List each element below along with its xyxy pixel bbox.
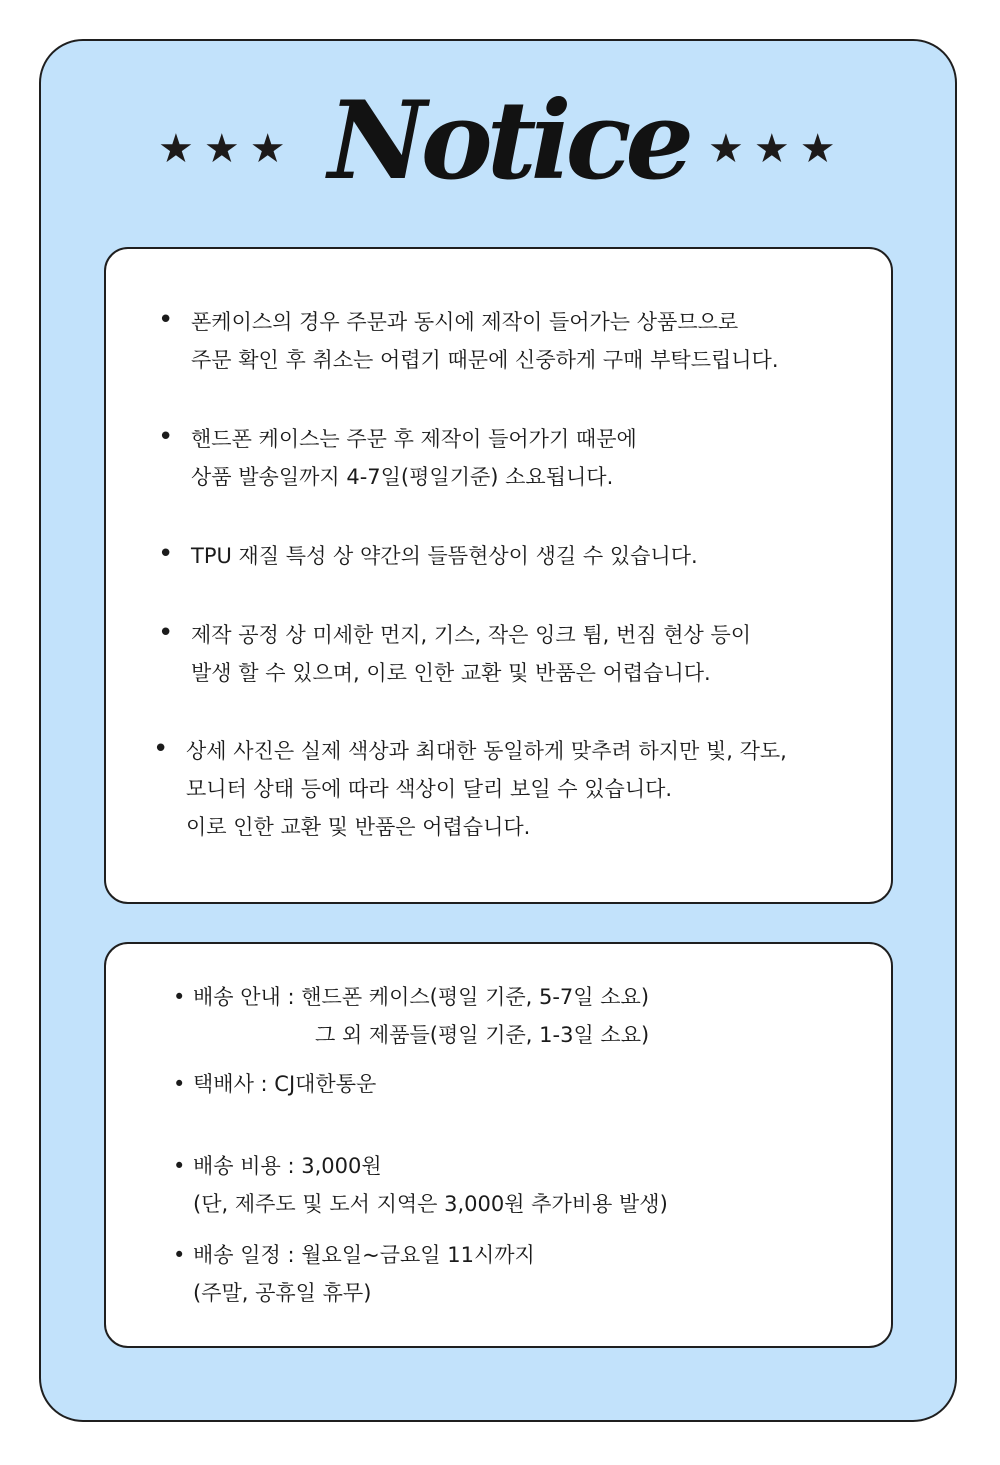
notice-item-color-difference — [153, 732, 787, 846]
shipping-text: (단, 제주도 및 도서 지역은 3,000원 추가비용 발생) — [193, 1192, 668, 1216]
notice-text: 모니터 상태 등에 따라 색상이 달리 보일 수 있습니다. — [186, 777, 673, 801]
notice-item-cancellation — [158, 303, 779, 379]
notice-text: 발생 할 수 있으며, 이로 인한 교환 및 반품은 어렵습니다. — [191, 661, 711, 685]
notice-text: 제작 공정 상 미세한 먼지, 기스, 작은 잉크 튐, 번짐 현상 등이 — [191, 623, 752, 647]
notice-text: 주문 확인 후 취소는 어렵기 때문에 신중하게 구매 부탁드립니다. — [191, 348, 779, 372]
bullet-icon: • — [173, 1072, 186, 1096]
bullet-icon: • — [158, 422, 174, 452]
bullet-icon: • — [158, 618, 174, 648]
notice-text: TPU 재질 특성 상 약간의 들뜸현상이 생길 수 있습니다. — [191, 544, 698, 568]
shipping-text: 배송 안내 : 핸드폰 케이스(평일 기준, 5-7일 소요) — [193, 985, 650, 1009]
shipping-text: 배송 비용 : 3,000원 — [193, 1154, 382, 1178]
shipping-text: 그 외 제품들(평일 기준, 1-3일 소요) — [315, 1023, 650, 1047]
notice-item-production-defects — [158, 616, 752, 692]
notice-item-tpu-material — [158, 537, 698, 575]
shipping-text: 배송 일정 : 월요일~금요일 11시까지 — [193, 1243, 535, 1267]
bullet-icon: • — [158, 305, 174, 335]
notice-text: 폰케이스의 경우 주문과 동시에 제작이 들어가는 상품므으로 — [191, 310, 739, 334]
notice-text: 핸드폰 케이스는 주문 후 제작이 들어가기 때문에 — [191, 427, 637, 451]
notice-item-production-time — [158, 420, 637, 496]
shipping-item-courier — [173, 1065, 377, 1103]
bullet-icon: • — [173, 985, 186, 1009]
shipping-item-guide — [173, 978, 650, 1054]
bullet-icon: • — [153, 734, 169, 764]
header — [0, 76, 1000, 206]
notice-text: 상품 발송일까지 4-7일(평일기준) 소요됩니다. — [191, 465, 614, 489]
notice-text: 이로 인한 교환 및 반품은 어렵습니다. — [186, 815, 531, 839]
bullet-icon: • — [158, 539, 174, 569]
bullet-icon: • — [173, 1154, 186, 1178]
page-title: Notice — [328, 78, 689, 204]
star-icons-right: ★★★ — [708, 126, 846, 172]
shipping-item-cost — [173, 1147, 668, 1223]
star-icons-left: ★★★ — [158, 126, 296, 172]
shipping-text: 택배사 : CJ대한통운 — [193, 1072, 377, 1096]
shipping-text: (주말, 공휴일 휴무) — [193, 1281, 372, 1305]
shipping-item-schedule — [173, 1236, 535, 1312]
notice-text: 상세 사진은 실제 색상과 최대한 동일하게 맞추려 하지만 빛, 각도, — [186, 739, 787, 763]
bullet-icon: • — [173, 1243, 186, 1267]
